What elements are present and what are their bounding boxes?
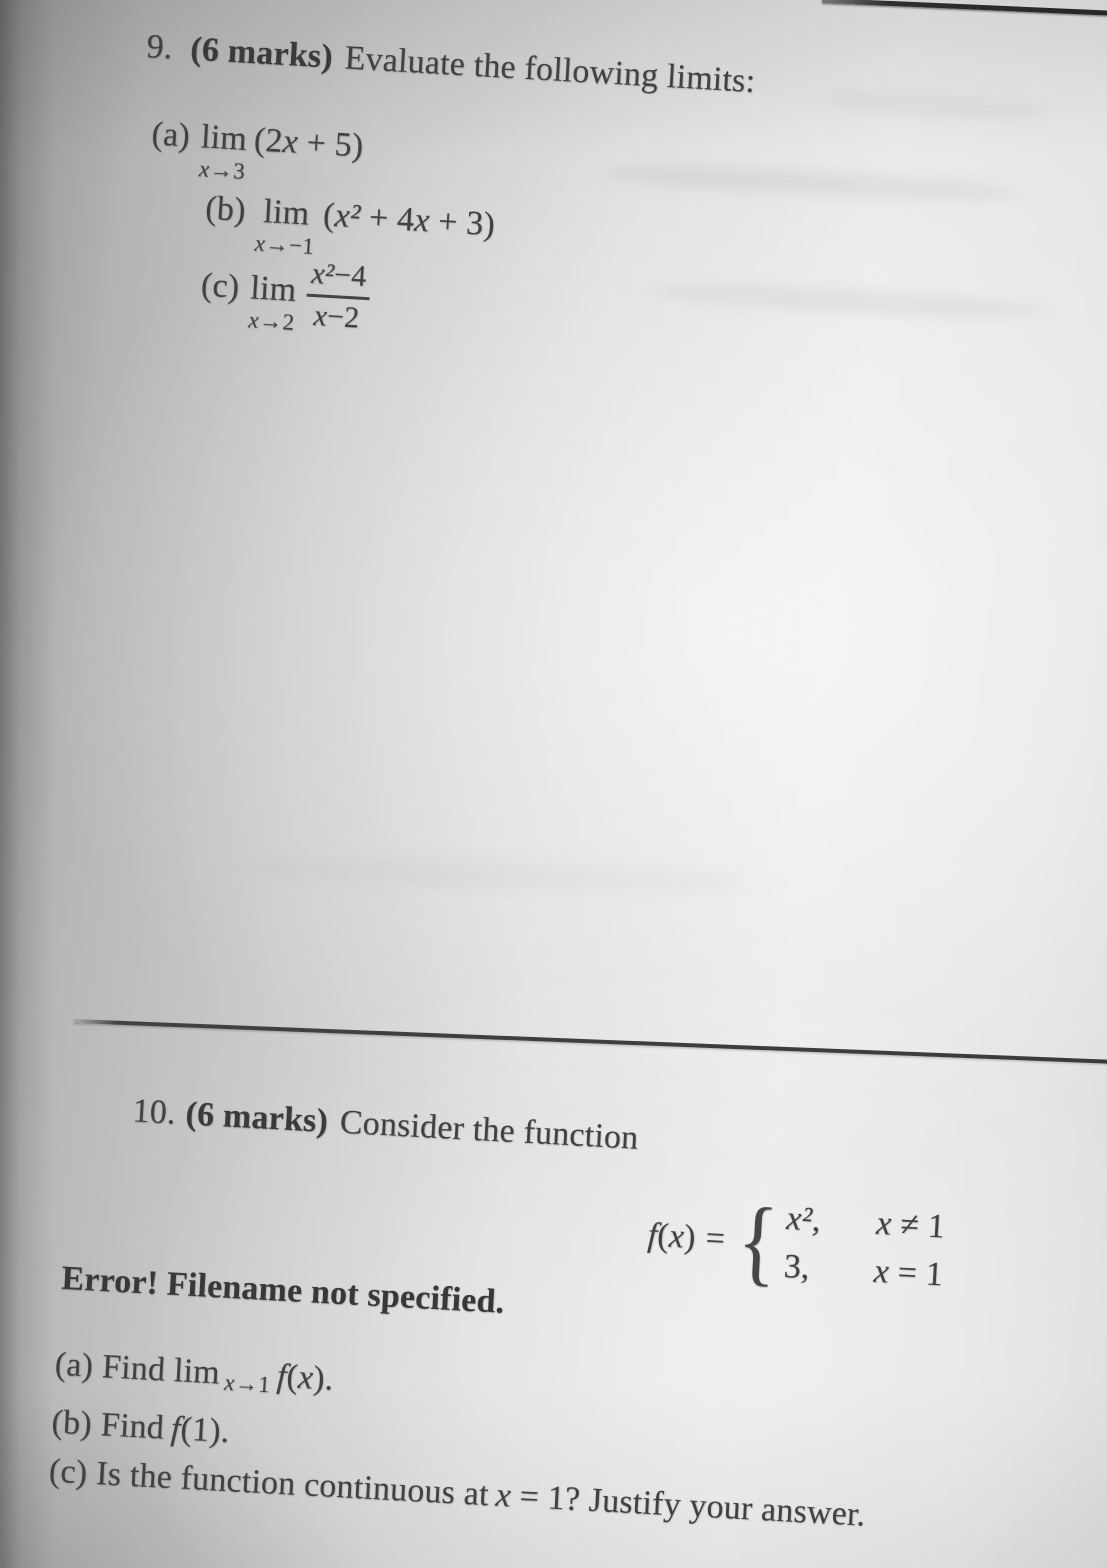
error-filename-text: Error! Filename not specified. — [60, 1259, 506, 1321]
part-label: (a) — [150, 115, 192, 155]
question-10-header — [131, 1088, 1078, 1185]
math-token: x² — [310, 256, 336, 292]
question-9-header — [145, 24, 966, 117]
math-token: f — [275, 1357, 288, 1396]
marks-label: (6 marks) — [189, 30, 334, 76]
math-token: 3 — [232, 158, 246, 184]
question-number: 9. — [145, 27, 174, 67]
limit-operator — [248, 268, 298, 334]
limit-operator — [254, 192, 317, 258]
case-row-1 — [785, 1200, 946, 1247]
math-token: (2 — [253, 121, 284, 160]
math-token: f — [169, 1409, 182, 1448]
math-token: −1 — [288, 232, 316, 259]
paper-smudge — [250, 851, 751, 898]
math-token: x — [494, 1476, 513, 1515]
math-token: x — [875, 1204, 893, 1243]
math-token: x — [247, 307, 260, 333]
piecewise-function-formula — [645, 1186, 947, 1296]
math-token: x² — [333, 197, 362, 236]
lim-subscript — [248, 309, 295, 334]
section-divider-line — [74, 1019, 1107, 1067]
limit-expression — [322, 195, 496, 245]
question-9 — [131, 24, 967, 372]
part-label: (b) — [50, 1403, 93, 1443]
question-title: Evaluate the following limits: — [343, 39, 757, 101]
math-token: x — [413, 201, 431, 240]
question-title: Consider the function — [338, 1103, 640, 1157]
math-token: , — [811, 1201, 822, 1239]
part-label: (a) — [53, 1345, 95, 1385]
part-text: = 1? Justify your answer. — [510, 1477, 867, 1534]
arrow-glyph: → — [258, 307, 284, 335]
math-token: x — [198, 156, 211, 182]
math-token: −2 — [326, 299, 361, 335]
fraction-numerator — [306, 256, 371, 301]
equals-sign: = — [704, 1219, 727, 1258]
lim-subscript — [254, 230, 316, 259]
part-label: (b) — [204, 189, 247, 229]
lim-word: lim — [262, 192, 311, 233]
part-label: (c) — [48, 1452, 89, 1492]
math-token: −4 — [333, 258, 368, 293]
arrow-glyph: → — [209, 156, 234, 184]
math-token: x — [254, 230, 267, 257]
lim-subscript — [198, 158, 245, 183]
math-token: x — [312, 299, 329, 333]
math-token: ( — [656, 1217, 670, 1255]
math-token: ) — [683, 1218, 697, 1257]
math-token: x² — [785, 1199, 814, 1239]
math-token: x — [281, 122, 300, 161]
math-token: x — [223, 1369, 236, 1396]
math-token: = 1 — [888, 1253, 944, 1294]
marks-label: (6 marks) — [184, 1095, 330, 1140]
function-lhs — [647, 1216, 697, 1257]
math-token: x — [297, 1358, 315, 1397]
part-label: (c) — [199, 266, 241, 306]
arrow-glyph: → — [264, 231, 290, 258]
math-token: + 4 — [359, 198, 416, 239]
top-rule-line — [822, 0, 1107, 17]
fraction-denominator — [313, 297, 361, 336]
math-token: ( — [322, 196, 336, 235]
part-text: Find — [99, 1406, 165, 1447]
math-token: ). — [312, 1359, 335, 1398]
lim-subscript — [224, 1370, 272, 1397]
question-10 — [48, 1085, 1079, 1534]
lim-word: lim — [249, 269, 298, 309]
curly-brace: { — [735, 1186, 781, 1296]
lim-word: lim — [200, 118, 249, 158]
limit-operator — [198, 117, 248, 183]
math-token: x — [872, 1252, 891, 1291]
math-token: ≠ 1 — [890, 1205, 947, 1246]
case-condition — [873, 1253, 944, 1295]
case-condition — [875, 1205, 946, 1247]
fraction — [304, 256, 371, 337]
math-token: 2 — [281, 309, 296, 335]
case-value: 3, — [782, 1247, 811, 1287]
math-token: f — [646, 1216, 659, 1254]
math-token: ( — [285, 1358, 300, 1396]
part-text: Find lim — [101, 1348, 221, 1392]
math-token: + 5) — [296, 123, 365, 165]
question-10-parts — [48, 1340, 873, 1540]
math-token: (1). — [179, 1410, 231, 1451]
limit-expression — [253, 120, 365, 166]
question-number: 10. — [131, 1092, 177, 1132]
case-row-2 — [783, 1248, 944, 1295]
piecewise-cases — [783, 1200, 947, 1294]
part-text: Is the function continuous at — [95, 1455, 490, 1514]
math-token: x — [667, 1217, 686, 1256]
math-token: + 3) — [428, 202, 497, 244]
math-token: →1 — [234, 1370, 272, 1398]
case-value — [785, 1200, 851, 1241]
